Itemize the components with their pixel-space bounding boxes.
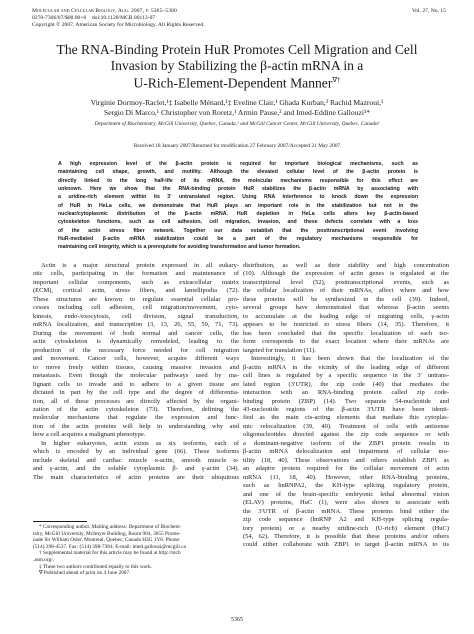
footnote-line: (514) 398-4537. Fax: (514) 398-7384. E-mail: imed.gallouzi@mcgill.ca [33,543,186,550]
footnote-line: † Supplemental material for this article may be found at http://mcb [39,550,181,557]
body-line: Actin is a major structural protein expressed in all eukary- [41,262,239,269]
body-line: kinesis, endo-/exocytosis, cell division, signal transduction, [33,312,239,320]
body-line: molecular mechanisms that regulate the expression and func- [33,414,239,422]
title-line [26,73,448,91]
body-line: actin cytoskeleton is dynamically remodeled, leading to the [33,338,239,346]
body-line: the cellular localization of their mRNAs, affect where and how [243,287,449,295]
abstract-line: A high expression level of the β-actin protein is required for important biological mechanisms, such as [58,161,418,167]
author-line: Virginie Dormoy-Raclet,¹‡ Isabelle Ménard,¹‡ Eveline Clair,¹ Ghada Kurban,² Rachid Mazroui,¹ [90,98,384,107]
body-line: The main characteristics of actin proteins are their ubiquitous [33,473,239,481]
abstract-line: unknown. Here we show that the RNA-binding protein HuR stabilizes the β-actin mRNA by associating with [58,186,418,193]
body-line: mRNA (11, 18, 40). However, other RNA-binding proteins, [243,473,449,481]
body-column-right [243,262,449,550]
body-line: 43-nucleotide regions of the β-actin 3′UTR have been identi- [243,405,449,413]
journal-citation: Molecular and Cellular Biology, Aug. 2007, p. 5365–5380 [32,8,177,14]
body-line: tion, all of these processes are directly affected by the organi- [33,397,239,405]
body-line: appears to be restricted to stress fibers (14, 35). Therefore, it [243,321,449,329]
body-line: lated region (3′UTR), the zip code (40) that mediates the [243,380,449,388]
footnote-line: ∇ Published ahead of print on 4 June 2007. [39,570,131,577]
body-line: metastasis. Even though the molecular pathways used by ma- [33,372,239,380]
body-line: targeted for translation (11). [243,346,316,354]
page-number: 5365 [231,617,243,623]
body-line: distribution, as well as their stability and high concentration [243,262,449,269]
body-line: and γ-actin, and the soluble cytoplasmic β- and γ-actin (34). [33,465,239,473]
footnote-line: .asm.org/. [33,556,54,563]
footnote-divider [33,521,87,522]
body-line: which is encoded by an individual gene (66). These isoforms [33,448,239,456]
abstract-line: of the actin stress fiber network. Together our data establish that the posttranscriptional event involving [58,227,418,234]
author-list [30,98,444,117]
body-line: how a cell acquires a malignant phenotype. [33,431,146,439]
body-line: such as hnRNPA2, the KH-type splicing regulatory protein, [243,482,449,490]
body-line: (10). Although the expression of actin genes is regulated at the [243,270,449,278]
journal-header [32,8,446,29]
body-line: lignant cells to invade and to adhere to a given tissue are [33,380,239,388]
footnote-line: istry, McGill University, McIntyre Building, Room 904, 3655 Prome- [33,530,181,537]
body-line: tory protein) or a nearby uridine-rich (U-rich) element (HuC) [243,524,449,532]
body-line: to accumulate at the leading edge of migrating cells, γ-actin [243,312,449,320]
issn-doi: 0270-7306/07/$08.00+0 doi:10.1128/MCB.00113-07 [32,15,156,21]
body-line: zip code sequence (hnRNP A2 and KH-type splicing regula- [243,516,449,524]
body-line: important cellular components, such as extracellular matrix [33,278,239,286]
body-line: otic cells, participating in the formation and maintenance of [33,270,239,278]
body-line: oligonucleotides directed against the zip code sequence or with [243,431,449,439]
body-line: several groups have demonstrated that whereas β-actin seems [243,304,449,312]
footnote-line: ‡ These two authors contributed equally to this work. [39,563,153,570]
body-line: interaction with an RNA-binding protein called zip code- [243,389,449,397]
copyright-notice: Copyright © 2007, American Society for Microbiology. All Rights Reserved. [32,22,205,28]
abstract-line: of HuR in HeLa cells, we demonstrate that HuR plays an important role in the stabilization but not in the [58,202,418,209]
abstract-line: maintaining cell shape, growth, and motility. Although the elevated cellular level of the β-actin protein is [58,169,418,176]
body-line: mRNA localization, and transcription (3, 13, 26, 55, 59, 71, 73). [33,321,239,329]
body-line: and one of the brain-specific embryonic lethal abnormal vision [243,490,449,498]
body-line: and movement. Cancer cells, however, acquire different ways [33,355,239,363]
body-line: could either collaborate with ZBP1 to target β-actin mRNA to its [243,541,449,549]
body-line: to move freely within tissues, causing massive invasion and [33,363,239,371]
volume-issue: Vol. 27, No. 15 [411,8,446,14]
body-line: include skeletal and cardiac muscle α-actin, smooth muscle α- [33,456,239,464]
body-line: β-actin mRNA delocalization and impairment of cellular mo- [243,448,449,456]
affiliations: Department of Biochemistry, McGill University, Quebec, Canada,¹ and McGill Cancer Center, McGill University, Quebec, Canada² [94,121,380,127]
body-column-left [33,262,239,482]
body-line: cell lines is regulated by a specific sequence in the 3′ untrans- [243,372,449,380]
body-line: form corresponds to the exact location where their mRNAs are [243,338,449,346]
body-line: mic relocalization (39, 40). Treatment of cells with antisense [243,422,449,430]
footnote-line: * Corresponding author. Mailing address: Department of Biochem- [39,524,182,530]
body-line: tion of the actin proteins will help in understanding why and [33,422,239,430]
abstract-line: cytoskeleton functions, such as cell adhesion, cell migration, invasion, and these defects correlate with a loss [58,219,418,226]
body-line: (ECM), cortical actin, stress fibers, and lamellipodia (72). [33,287,239,295]
body-line: These structures are known to regulate essential cellular pro- [33,295,239,303]
title-line: The RNA-Binding Protein HuR Promotes Cell Migration and Cell [56,42,418,57]
received-dates: Received 18 January 2007/Returned for modification 27 February 2007/Accepted 21 May 2007 [133,143,341,149]
footnote-line: nade Sir William Osler, Montreal, Quebec, Canada H3G 1Y6. Phone: [33,537,181,544]
article-title [26,42,448,91]
body-line: zation of the actin cytoskeleton (73). Therefore, defining the [33,405,239,413]
body-line: the 3′UTR of β-actin mRNA. These proteins bind either the [243,507,449,515]
abstract-line: nuclear/cytoplasmic distribution of the β-actin mRNA. HuR depletion in HeLa cells alters key β-actin-based [58,211,418,218]
body-line: (54, 62). Therefore, it is possible that these proteins and/or others [243,533,449,540]
body-line: these proteins will be synthesized in the cell (39). Indeed, [243,295,449,303]
author-line: Sergio Di Marco,¹ Christopher von Roretz,¹ Armin Pause,² and Imed-Eddine Gallouzi¹* [103,107,371,117]
abstract [58,160,418,252]
body-line: In higher eukaryotes, actin exists as six isoforms, each of [41,439,239,447]
abstract-line: HuR-mediated β-actin mRNA stabilization could be a part of the regulatory mechanisms responsible for [58,236,418,243]
body-line: binding protein (ZBP) (14). Two separate 54-nucleotide and [243,397,449,405]
body-line: an adaptor protein required for the cellular movement of actin [243,465,449,473]
abstract-line: a uridine-rich element within its 3′ untranslated region. Using RNA interference to knock down the expression [58,194,418,201]
abstract-line: directly linked to the long half-life of its mRNA, the molecular mechanisms responsible for this effect are [58,177,418,184]
body-line: fied as the main cis-acting elements that mediate this cytoplas- [243,414,449,422]
title-footnote-marks: ∇† [332,76,341,84]
body-line: a dominant-negative isoform of the ZBP1 protein results in [243,439,449,447]
body-line: During the movement of both normal and cancer cells, the [33,329,239,337]
title-line: Invasion by Stabilizing the β-actin mRNA in a [110,57,364,73]
body-line: dictated in part by the cell type and the degree of differentia- [33,389,239,397]
body-line: production of the necessary force needed for cell migration [33,346,239,354]
footnotes [33,524,239,577]
body-line: Interestingly, it has been shown that the localization of the [251,355,449,363]
title-line-text: U-Rich-Element-Dependent Manner [133,75,333,91]
abstract-line: maintaining cell integrity, which is a prerequisite for avoiding transformation and tumor formation. [58,244,301,251]
body-line: tility (18, 40). These observations and others establish ZBP1 as [243,456,449,464]
body-line: (ELAV) proteins, HuC (1), were also shown to associate with [243,499,449,507]
body-line: β-actin mRNA in the vicinity of the leading edge of different [243,363,449,371]
article-title-block [26,42,448,91]
body-line: cesses including cell adhesion, cell migration/movement, cyto- [33,304,239,312]
body-line: has been concluded that the specific localization of each iso- [243,329,449,337]
body-line: transcriptional level (52), posttranscriptional events, such as [243,278,449,286]
